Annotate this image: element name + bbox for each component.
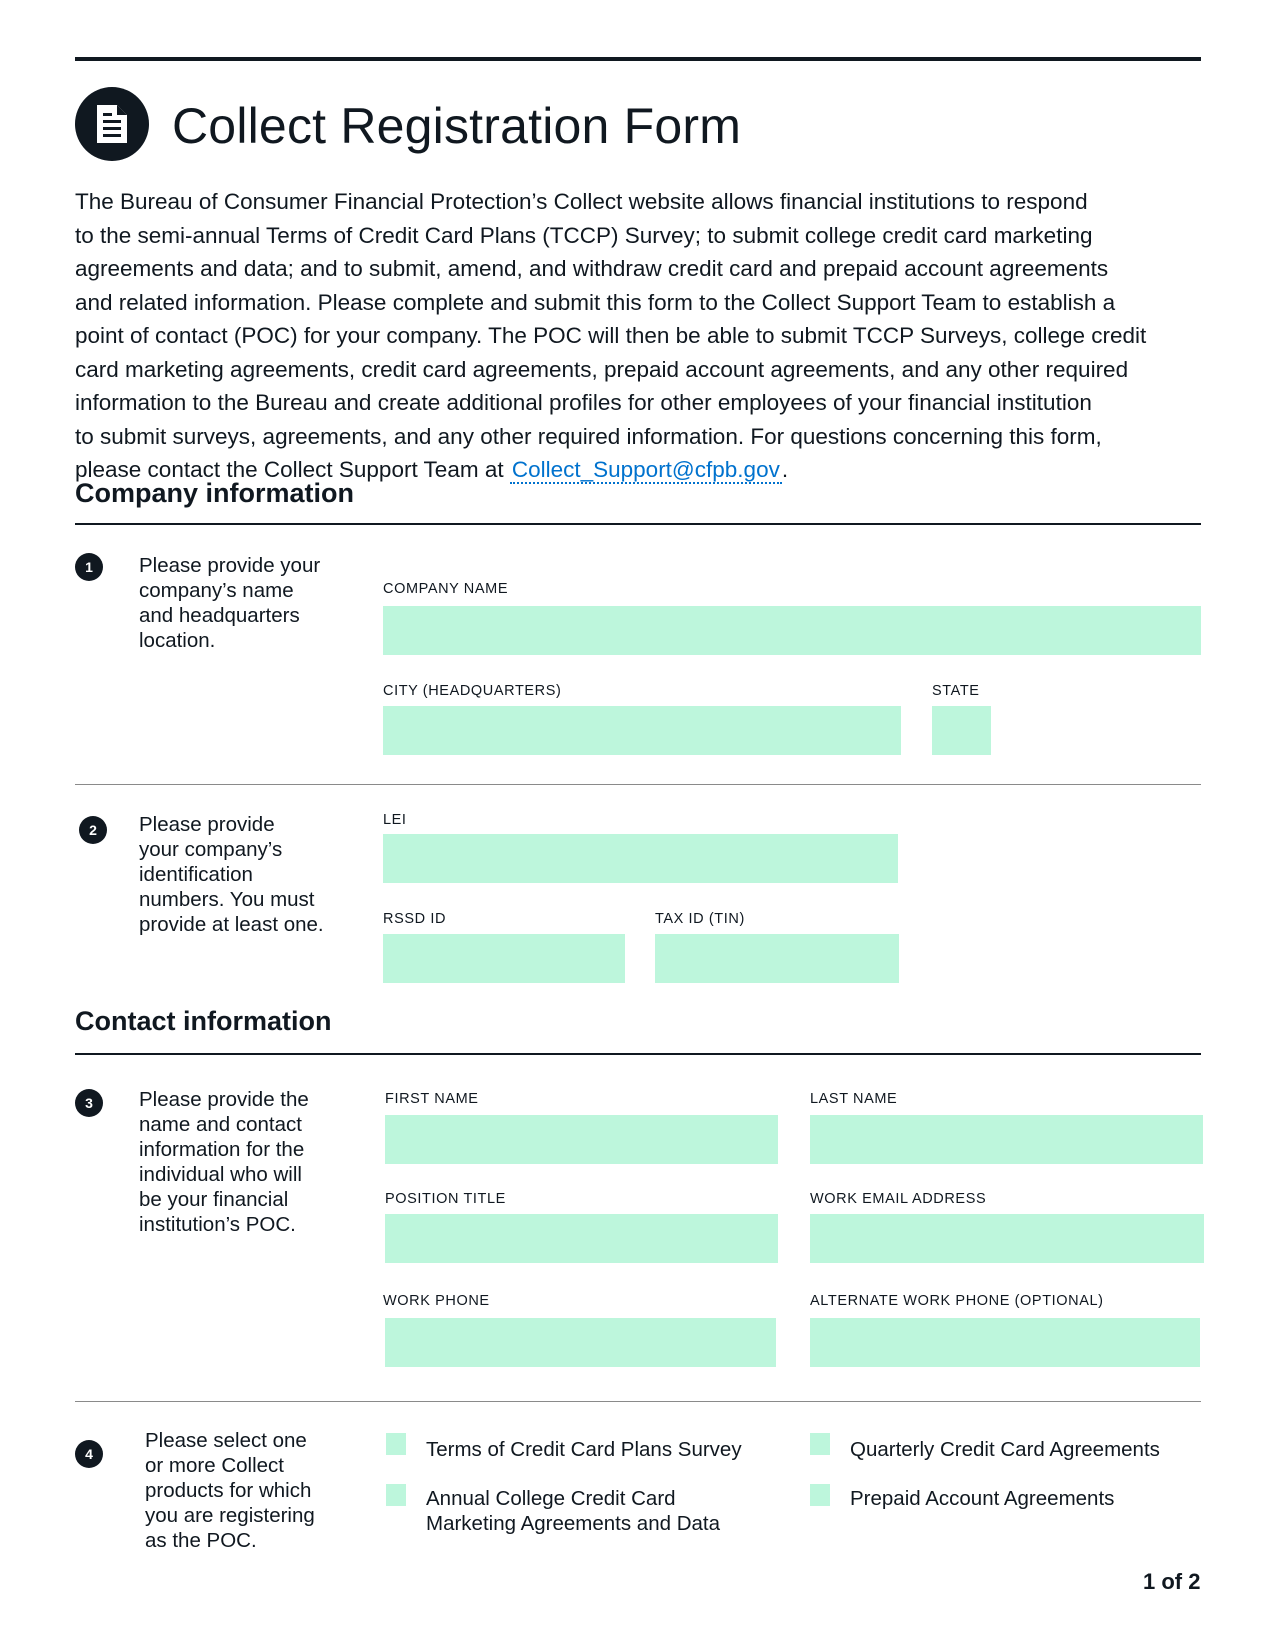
document-icon (75, 87, 149, 161)
intro-line: to submit surveys, agreements, and any other required information. For questions concerning this form, (75, 423, 1102, 449)
city-label: CITY (HEADQUARTERS) (383, 683, 562, 699)
rssd-id-label: RSSD ID (383, 911, 447, 927)
lei-input[interactable] (383, 834, 898, 883)
lei-label: LEI (383, 812, 407, 828)
question-line: location. (139, 629, 216, 652)
alternate-work-phone-label: ALTERNATE WORK PHONE (OPTIONAL) (810, 1293, 1104, 1309)
tax-id-input[interactable] (655, 934, 899, 983)
page-number: 1 of 2 (1143, 1569, 1201, 1594)
company-name-input[interactable] (383, 606, 1201, 655)
question-line: information for the (139, 1138, 305, 1161)
work-email-input[interactable] (810, 1214, 1204, 1263)
intro-line: agreements and data; and to submit, amend, and withdraw credit card and prepaid account agreements (75, 256, 1109, 281)
question-line: Please provide the (139, 1088, 309, 1111)
question-line: identification (139, 863, 253, 886)
checkbox-label-line: Annual College Credit Card (426, 1487, 676, 1510)
question-line: be your financial (139, 1188, 289, 1211)
checkbox-college-agreements[interactable] (386, 1484, 406, 1506)
intro-paragraph (75, 185, 1205, 487)
contact-section-rule (75, 1053, 1201, 1055)
last-name-input[interactable] (810, 1115, 1203, 1164)
question-line: products for which (145, 1479, 312, 1502)
question-line: your company’s (139, 838, 283, 861)
question-line: Please provide your (139, 554, 321, 577)
question-4-text (145, 1428, 315, 1553)
intro-last-line-prefix: please contact the Collect Support Team at (75, 457, 510, 482)
step-3-badge: 3 (75, 1089, 103, 1117)
question-line: Please select one (145, 1429, 307, 1452)
checkbox-prepaid-agreements[interactable] (810, 1484, 830, 1506)
company-name-label: COMPANY NAME (383, 581, 509, 597)
question-2-text (139, 812, 324, 937)
question-line: Please provide (139, 813, 275, 836)
first-name-input[interactable] (385, 1115, 778, 1164)
work-phone-label: WORK PHONE (383, 1293, 490, 1309)
work-email-label: WORK EMAIL ADDRESS (810, 1191, 987, 1207)
question-line: you are registering (145, 1504, 315, 1527)
intro-last-line-suffix: . (781, 457, 789, 482)
first-name-label: FIRST NAME (385, 1091, 479, 1107)
intro-line: to the semi-annual Terms of Credit Card Plans (TCCP) Survey; to submit college credit card marketing (75, 222, 1093, 248)
question-line: as the POC. (145, 1529, 257, 1552)
page-title: Collect Registration Form (172, 98, 742, 154)
company-information-heading: Company information (75, 478, 355, 508)
checkbox-tccp-survey[interactable] (386, 1433, 406, 1455)
question-line: and headquarters (139, 604, 300, 627)
step-1-badge: 1 (75, 553, 103, 581)
alternate-work-phone-input[interactable] (810, 1318, 1200, 1367)
intro-line: information to the Bureau and create additional profiles for other employees of your financial institution (75, 390, 1092, 415)
top-rule (75, 57, 1201, 61)
intro-line: card marketing agreements, credit card agreements, prepaid account agreements, and any other required (75, 356, 1129, 382)
checkbox-label (850, 1486, 1114, 1511)
state-input[interactable] (932, 706, 991, 755)
question-line: provide at least one. (139, 913, 324, 936)
position-title-input[interactable] (385, 1214, 778, 1263)
step-4-badge: 4 (75, 1440, 103, 1468)
checkbox-label (850, 1437, 1160, 1462)
city-input[interactable] (383, 706, 901, 755)
contact-information-heading: Contact information (75, 1006, 332, 1036)
step-2-badge: 2 (79, 816, 107, 844)
intro-line: point of contact (POC) for your company. The POC will then be able to submit TCCP Surveys, college credit (75, 323, 1147, 348)
checkbox-label (426, 1486, 720, 1536)
question-line: or more Collect (145, 1454, 284, 1477)
support-email-link[interactable]: Collect_Support@cfpb.gov (511, 457, 780, 482)
tax-id-label: TAX ID (TIN) (655, 911, 745, 927)
company-section-rule (75, 523, 1201, 525)
work-phone-input[interactable] (385, 1318, 776, 1367)
intro-line: and related information. Please complete and submit this form to the Collect Support Team to establish a (75, 289, 1116, 315)
rssd-id-input[interactable] (383, 934, 625, 983)
checkbox-label-line: Marketing Agreements and Data (426, 1512, 720, 1535)
checkbox-label-line: Prepaid Account Agreements (850, 1487, 1115, 1510)
question-line: institution’s POC. (139, 1213, 296, 1236)
state-label: STATE (932, 683, 980, 699)
last-name-label: LAST NAME (810, 1091, 898, 1107)
checkbox-quarterly-agreements[interactable] (810, 1433, 830, 1455)
question-line: company’s name (139, 579, 294, 602)
checkbox-label-line: Quarterly Credit Card Agreements (850, 1438, 1160, 1461)
checkbox-label (426, 1437, 742, 1462)
checkbox-label-line: Terms of Credit Card Plans Survey (426, 1438, 742, 1461)
question-1-text (139, 553, 320, 653)
q3-q4-divider (75, 1401, 1201, 1402)
intro-line: The Bureau of Consumer Financial Protection’s Collect website allows financial institutions to respond (75, 189, 1088, 214)
q1-q2-divider (75, 784, 1201, 785)
position-title-label: POSITION TITLE (385, 1191, 506, 1207)
question-line: numbers. You must (139, 888, 315, 911)
question-line: name and contact (139, 1113, 302, 1136)
question-line: individual who will (139, 1163, 302, 1186)
question-3-text (139, 1087, 309, 1237)
